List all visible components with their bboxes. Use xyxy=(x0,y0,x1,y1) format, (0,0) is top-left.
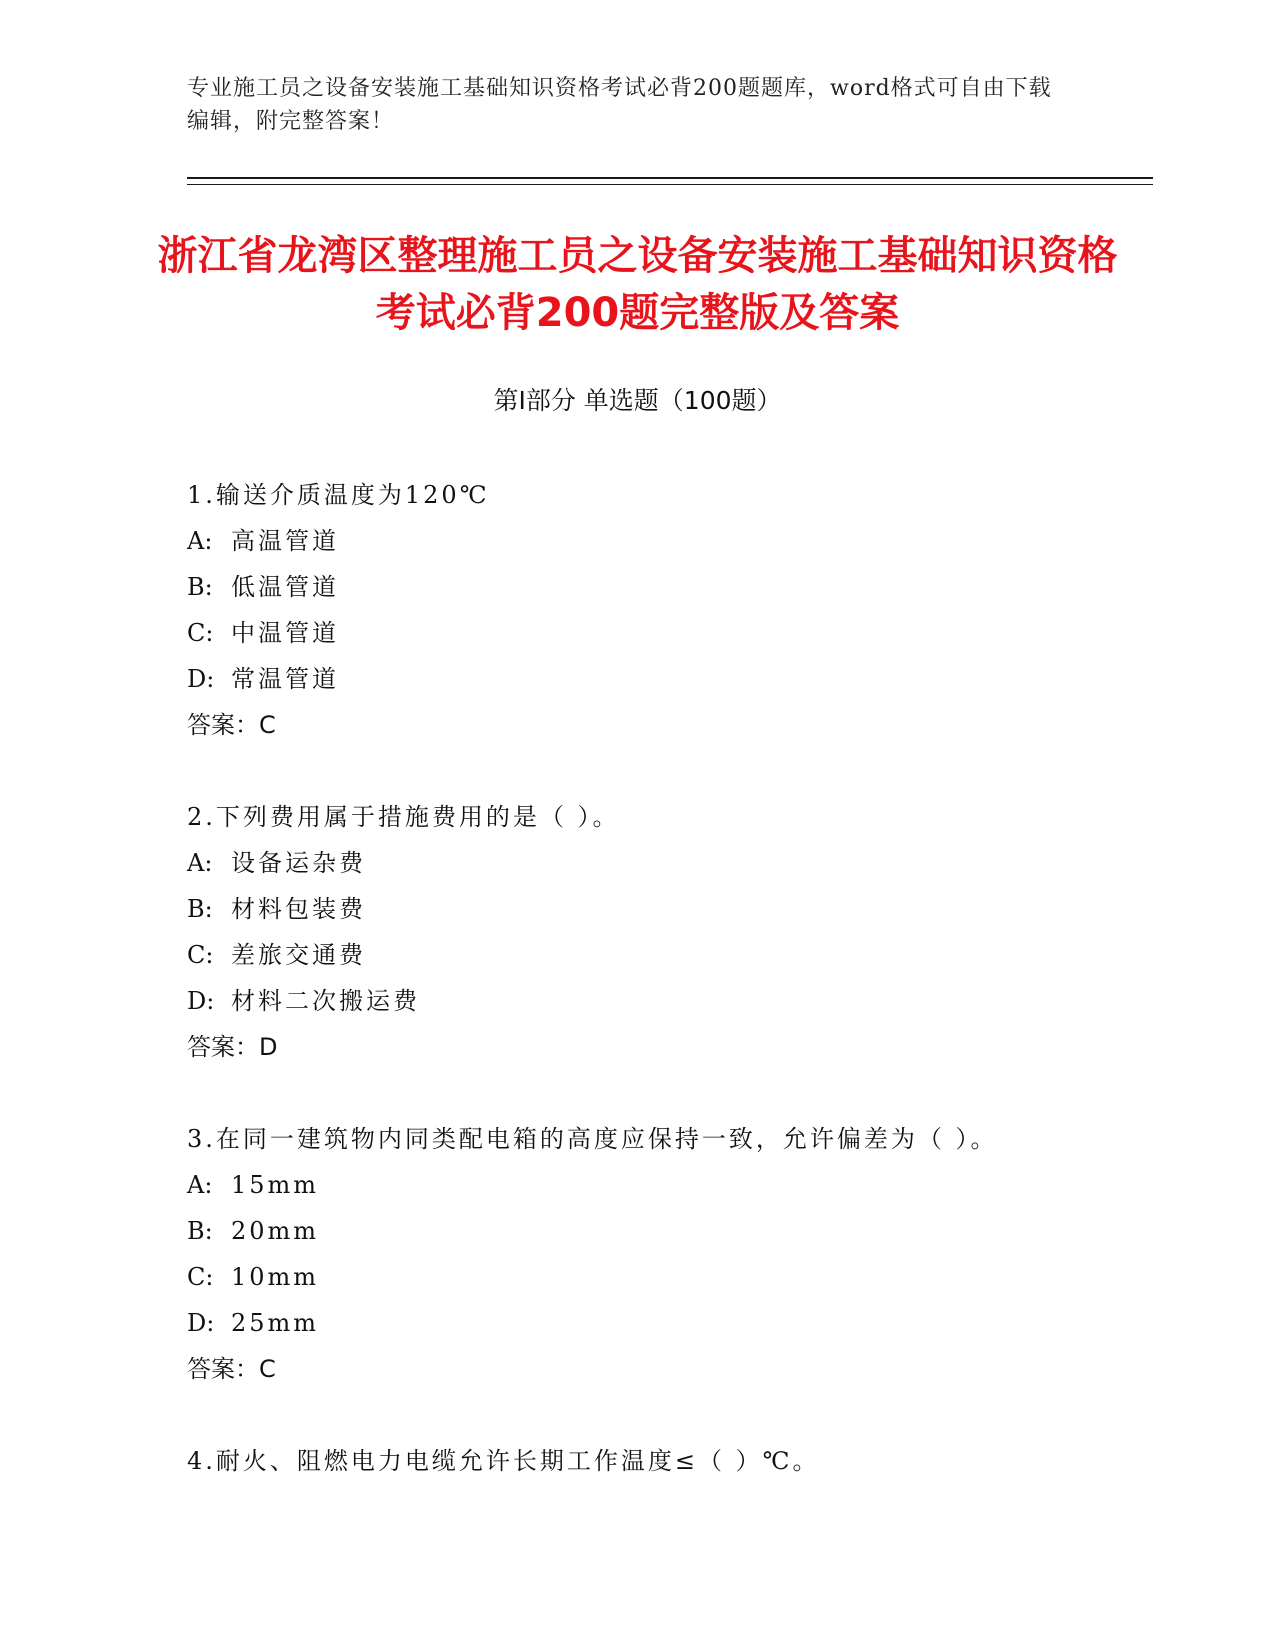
option-c xyxy=(187,610,1087,656)
question-2 xyxy=(187,794,1087,1070)
option-d xyxy=(187,1300,1087,1346)
option-a xyxy=(187,1162,1087,1208)
header-rule-thin xyxy=(187,184,1153,185)
option-b xyxy=(187,886,1087,932)
header-rule-thick xyxy=(187,177,1153,179)
option-d xyxy=(187,656,1087,702)
option-letter: B: xyxy=(187,573,213,601)
option-text: 20mm xyxy=(231,1217,320,1245)
option-letter: C: xyxy=(187,1263,214,1291)
option-c xyxy=(187,932,1087,978)
option-text: 中温管道 xyxy=(231,619,339,647)
option-text: 10mm xyxy=(231,1263,320,1291)
option-letter: C: xyxy=(187,941,214,969)
option-letter: B: xyxy=(187,1217,213,1245)
option-a xyxy=(187,518,1087,564)
option-letter: D: xyxy=(187,987,215,1015)
option-letter: A: xyxy=(187,849,213,877)
answer: 答案：C xyxy=(187,1355,276,1383)
option-letter: D: xyxy=(187,665,215,693)
option-text: 高温管道 xyxy=(231,527,339,555)
header-note: 专业施工员之设备安装施工基础知识资格考试必背200题题库，word格式可自由下载编辑，附完整答案！ xyxy=(187,76,1052,134)
question-4 xyxy=(187,1438,1087,1484)
option-text: 15mm xyxy=(231,1171,320,1199)
question-stem: 2.下列费用属于措施费用的是（ ）。 xyxy=(187,803,620,831)
question-1 xyxy=(187,472,1087,748)
option-text: 材料二次搬运费 xyxy=(231,987,420,1015)
option-letter: B: xyxy=(187,895,213,923)
section-heading: 第Ⅰ部分 单选题（100题） xyxy=(493,386,782,415)
answer: 答案：C xyxy=(187,711,276,739)
option-b xyxy=(187,564,1087,610)
question-stem: 1.输送介质温度为120℃ xyxy=(187,481,490,509)
question-stem: 4.耐火、阻燃电力电缆允许长期工作温度≤（ ）℃。 xyxy=(187,1447,820,1475)
option-letter: A: xyxy=(187,1171,213,1199)
option-b xyxy=(187,1208,1087,1254)
option-letter: C: xyxy=(187,619,214,647)
question-stem: 3.在同一建筑物内同类配电箱的高度应保持一致，允许偏差为（ ）。 xyxy=(187,1125,998,1153)
option-a xyxy=(187,840,1087,886)
option-text: 差旅交通费 xyxy=(231,941,366,969)
question-3 xyxy=(187,1116,1087,1392)
option-d xyxy=(187,978,1087,1024)
answer: 答案：D xyxy=(187,1033,278,1061)
option-text: 设备运杂费 xyxy=(231,849,366,877)
option-letter: A: xyxy=(187,527,213,555)
option-c xyxy=(187,1254,1087,1300)
option-text: 低温管道 xyxy=(231,573,339,601)
option-text: 材料包装费 xyxy=(231,895,366,923)
option-text: 25mm xyxy=(231,1309,320,1337)
option-text: 常温管道 xyxy=(231,665,339,693)
option-letter: D: xyxy=(187,1309,215,1337)
document-title: 浙江省龙湾区整理施工员之设备安装施工基础知识资格考试必背200题完整版及答案 xyxy=(157,233,1118,336)
question-list xyxy=(187,472,1087,1530)
